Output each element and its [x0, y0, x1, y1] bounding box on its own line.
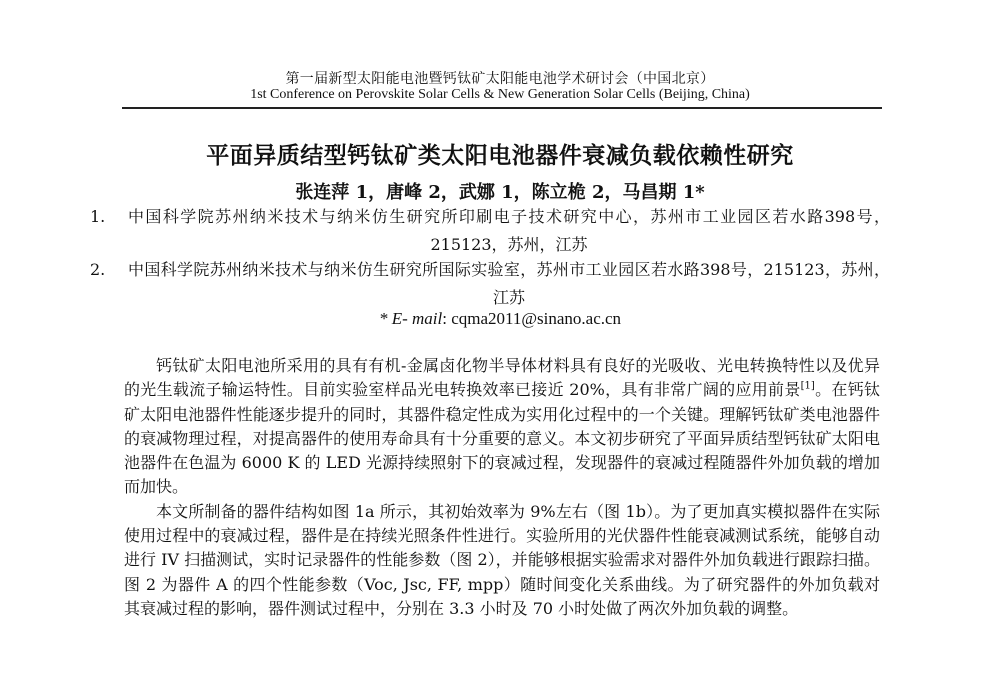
email-label: * E- mail: [378, 309, 443, 328]
conference-header-cn: 第一届新型太阳能电池暨钙钛矿太阳能电池学术研讨会（中国北京）: [285, 71, 715, 87]
affiliation-2: [90, 256, 890, 312]
affiliation-1: [90, 203, 890, 259]
abstract-body: [124, 354, 880, 621]
paragraph-1: [124, 354, 880, 500]
conference-header-en: 1st Conference on Perovskite Solar Cells & New Generation Solar Cells (Beijing, China): [250, 87, 750, 102]
paragraph-2: 本文所制备的器件结构如图 1a 所示，其初始效率为 9%左右（图 1b）。为了更加真实模拟器件在实际使用过程中的衰减过程，器件是在持续光照条件性进行。实验所用的光伏器件性能衰减测试系统，能够自动进行 IV 扫描测试，实时记录器件的性能参数（图 2），并能够根据实验需求对器件外加负载进行跟踪扫描。图 2 为器件 A 的四个性能参数（Voc, Jsc, FF, mpp）随时间变化关系曲线。为了研究器件的外加负载对其衰减过程的影响，器件测试过程中，分别在 3.3 小时及 70 小时处做了两次外加负载的调整。: [124, 501, 880, 618]
affiliation-text: 中国科学院苏州纳米技术与纳米仿生研究所国际实验室，苏州市工业园区若水路398号，215123，苏州，江苏: [128, 260, 890, 307]
paper-title: 平面异质结型钙钛矿类太阳电池器件衰减负载依赖性研究: [206, 143, 794, 169]
paragraph-1-part-a: 钙钛矿太阳电池所采用的具有有机-金属卤化物半导体材料具有良好的光吸收、光电转换特性以及优异的光生载流子输运特性。目前实验室样品光电转换效率已接近 20%，具有非常广阔的应用前景: [124, 356, 880, 400]
affiliation-number: 1.: [90, 207, 106, 226]
corresponding-email: * E- mail: cqma2011@sinano.ac.cn: [378, 309, 622, 328]
affiliation-text: 中国科学院苏州纳米技术与纳米仿生研究所印刷电子技术研究中心，苏州市工业园区若水路398号，215123，苏州，江苏: [128, 207, 890, 254]
citation-ref: [1]: [800, 380, 815, 392]
email-address[interactable]: cqma2011@sinano.ac.cn: [451, 309, 622, 328]
paragraph-1-part-b: 。在钙钛矿太阳电池器件性能逐步提升的同时，其器件稳定性成为实用化过程中的一个关键。理解钙钛矿类电池器件的衰减物理过程，对提高器件的使用寿命具有十分重要的意义。本文初步研究了平面异质结型钙钛矿太阳电池器件在色温为 6000 K 的 LED 光源持续照射下的衰减过程，发现器件的衰减过程随器件外加负载的增加而加快。: [124, 380, 880, 497]
author-list: 张连萍 1，唐峰 2，武娜 1，陈立桅 2，马昌期 1*: [295, 182, 705, 203]
header-divider: [122, 107, 882, 109]
affiliation-number: 2.: [90, 260, 106, 279]
